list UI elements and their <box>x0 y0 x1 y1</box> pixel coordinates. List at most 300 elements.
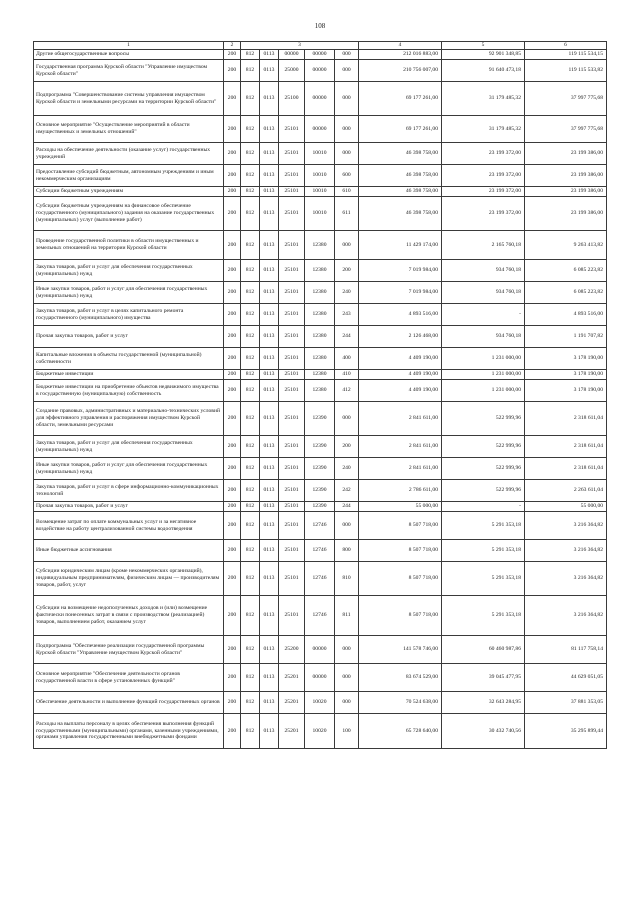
code-vr: 811 <box>335 596 359 636</box>
amount-executed: 1 231 000,00 <box>442 370 525 380</box>
amount-executed: 23 199 372,00 <box>442 143 525 165</box>
code-cs: 25201 <box>279 664 305 692</box>
row-name: Субсидии на возмещение недополученных доходов и (или) возмещение фактически понесенных затрат в связи с производством (реализацией) товаров, выполнением работ, оказанием услуг <box>34 596 224 636</box>
code-cs2: 00000 <box>305 664 335 692</box>
code-cs2: 12390 <box>305 480 335 502</box>
code-ved: 812 <box>241 540 260 562</box>
code-rzpr: 0113 <box>260 636 279 664</box>
code-gr: 200 <box>224 282 241 304</box>
code-cs: 25101 <box>279 260 305 282</box>
table-row <box>34 50 607 60</box>
code-rzpr: 0113 <box>260 380 279 402</box>
code-cs2: 12746 <box>305 512 335 540</box>
amount-total: 2 841 611,00 <box>359 436 442 458</box>
code-ved: 812 <box>241 370 260 380</box>
amount-executed: 30 432 740,56 <box>442 714 525 749</box>
amount-executed: 92 901 348,85 <box>442 50 525 60</box>
code-cs: 25101 <box>279 402 305 436</box>
code-vr: 611 <box>335 197 359 231</box>
amount-total: 4 409 190,00 <box>359 348 442 370</box>
amount-executed: 934 760,18 <box>442 326 525 348</box>
row-name: Закупка товаров, работ и услуг в целях капитального ремонта государственного (муниципального) имущества <box>34 304 224 326</box>
amount-total: 210 756 007,00 <box>359 60 442 82</box>
amount-total: 46 398 758,00 <box>359 165 442 187</box>
code-ved: 812 <box>241 348 260 370</box>
code-gr: 200 <box>224 402 241 436</box>
amount-remaining: 119 115 533,82 <box>525 60 607 82</box>
amount-executed: - <box>442 304 525 326</box>
code-ved: 812 <box>241 165 260 187</box>
code-cs: 25101 <box>279 187 305 197</box>
table-row <box>34 260 607 282</box>
amount-executed: 5 291 353,18 <box>442 540 525 562</box>
amount-remaining: 2 318 611,04 <box>525 402 607 436</box>
amount-total: 2 841 611,00 <box>359 402 442 436</box>
amount-total: 4 409 190,00 <box>359 370 442 380</box>
code-gr: 200 <box>224 436 241 458</box>
code-cs: 25101 <box>279 143 305 165</box>
code-cs2: 12390 <box>305 458 335 480</box>
code-vr: 600 <box>335 165 359 187</box>
amount-remaining: 3 216 364,82 <box>525 596 607 636</box>
table-row <box>34 348 607 370</box>
code-cs: 25100 <box>279 82 305 116</box>
code-rzpr: 0113 <box>260 436 279 458</box>
table-row <box>34 143 607 165</box>
table-row <box>34 562 607 596</box>
row-name: Расходы на обеспечение деятельности (оказание услуг) государственных учреждений <box>34 143 224 165</box>
code-ved: 812 <box>241 636 260 664</box>
code-cs: 25101 <box>279 282 305 304</box>
amount-remaining: 3 216 364,82 <box>525 562 607 596</box>
code-ved: 812 <box>241 458 260 480</box>
code-ved: 812 <box>241 480 260 502</box>
code-rzpr: 0113 <box>260 304 279 326</box>
code-vr: 000 <box>335 512 359 540</box>
code-gr: 200 <box>224 714 241 749</box>
row-name: Прочая закупка товаров, работ и услуг <box>34 502 224 512</box>
code-cs: 25101 <box>279 116 305 143</box>
code-cs2: 10010 <box>305 187 335 197</box>
amount-total: 8 507 718,00 <box>359 562 442 596</box>
code-gr: 200 <box>224 348 241 370</box>
code-cs2: 12380 <box>305 231 335 260</box>
code-rzpr: 0113 <box>260 187 279 197</box>
amount-executed: 1 231 000,00 <box>442 380 525 402</box>
table-row <box>34 664 607 692</box>
row-name: Возмещение затрат по оплате коммунальных услуг и за негативное воздействие на работу централизованной системы водоотведения <box>34 512 224 540</box>
code-rzpr: 0113 <box>260 348 279 370</box>
row-name: Расходы на выплаты персоналу в целях обеспечения выполнения функций государственными (муниципальными) органами, казенными учреждениями, органами управления государственными внебюджетными фондами <box>34 714 224 749</box>
amount-executed: 31 179 485,32 <box>442 116 525 143</box>
row-name: Основное мероприятие "Обеспечение деятельности органов государственной власти в сфере установленных функций" <box>34 664 224 692</box>
row-name: Бюджетные инвестиции на приобретение объектов недвижимого имущества в государственную (муниципальную) собственность <box>34 380 224 402</box>
row-name: Создание правовых, административных и материально-технических условий для эффективного управления и распоряжения имуществом Курской области, земельными ресурсами <box>34 402 224 436</box>
table-row <box>34 187 607 197</box>
code-cs2: 12390 <box>305 502 335 512</box>
code-cs2: 12380 <box>305 304 335 326</box>
header-cell: 5 <box>442 42 525 50</box>
code-cs2: 12746 <box>305 540 335 562</box>
row-name: Другие общегосударственные вопросы <box>34 50 224 60</box>
table-row <box>34 692 607 714</box>
code-rzpr: 0113 <box>260 664 279 692</box>
code-ved: 812 <box>241 197 260 231</box>
amount-remaining: 37 881 353,05 <box>525 692 607 714</box>
amount-remaining: 3 216 364,82 <box>525 540 607 562</box>
code-rzpr: 0113 <box>260 512 279 540</box>
code-gr: 200 <box>224 562 241 596</box>
code-vr: 000 <box>335 50 359 60</box>
code-rzpr: 0113 <box>260 82 279 116</box>
row-name: Подпрограмма "Обеспечение реализации государственной программы Курской области "Управление имуществом Курской области" <box>34 636 224 664</box>
code-gr: 200 <box>224 82 241 116</box>
code-rzpr: 0113 <box>260 60 279 82</box>
code-gr: 200 <box>224 260 241 282</box>
amount-remaining: 2 263 611,04 <box>525 480 607 502</box>
row-name: Иные бюджетные ассигнования <box>34 540 224 562</box>
amount-executed: - <box>442 502 525 512</box>
code-vr: 000 <box>335 692 359 714</box>
code-cs2: 00000 <box>305 636 335 664</box>
table-row <box>34 370 607 380</box>
code-gr: 200 <box>224 512 241 540</box>
amount-executed: 23 199 372,00 <box>442 197 525 231</box>
code-ved: 812 <box>241 380 260 402</box>
table-row <box>34 82 607 116</box>
table-row <box>34 458 607 480</box>
code-vr: 000 <box>335 143 359 165</box>
code-gr: 200 <box>224 116 241 143</box>
row-name: Основное мероприятие "Осуществление мероприятий в области имущественных и земельных отношений" <box>34 116 224 143</box>
code-rzpr: 0113 <box>260 714 279 749</box>
code-gr: 200 <box>224 231 241 260</box>
amount-executed: 522 999,96 <box>442 436 525 458</box>
amount-total: 8 507 718,00 <box>359 512 442 540</box>
code-gr: 200 <box>224 664 241 692</box>
code-gr: 200 <box>224 636 241 664</box>
amount-remaining: 3 178 190,00 <box>525 348 607 370</box>
code-vr: 000 <box>335 60 359 82</box>
code-vr: 100 <box>335 714 359 749</box>
code-cs: 25101 <box>279 540 305 562</box>
row-name: Иные закупки товаров, работ и услуг для обеспечения государственных (муниципальных) нужд <box>34 458 224 480</box>
code-vr: 810 <box>335 562 359 596</box>
amount-total: 70 524 638,00 <box>359 692 442 714</box>
amount-remaining: 37 997 775,68 <box>525 82 607 116</box>
amount-executed: 23 199 372,00 <box>442 165 525 187</box>
code-ved: 812 <box>241 714 260 749</box>
row-name: Закупка товаров, работ и услуг для обеспечения государственных (муниципальных) нужд <box>34 260 224 282</box>
table-row <box>34 502 607 512</box>
table-row <box>34 596 607 636</box>
code-cs2: 12380 <box>305 260 335 282</box>
code-ved: 812 <box>241 187 260 197</box>
amount-total: 46 398 758,00 <box>359 197 442 231</box>
amount-total: 141 578 746,00 <box>359 636 442 664</box>
code-cs: 25101 <box>279 436 305 458</box>
code-rzpr: 0113 <box>260 165 279 187</box>
budget-table <box>33 41 607 749</box>
code-vr: 244 <box>335 326 359 348</box>
row-name: Государственная программа Курской области "Управление имуществом Курской области" <box>34 60 224 82</box>
amount-remaining: 2 318 611,04 <box>525 458 607 480</box>
code-rzpr: 0113 <box>260 260 279 282</box>
amount-remaining: 6 085 223,82 <box>525 260 607 282</box>
amount-executed: 23 199 372,00 <box>442 187 525 197</box>
amount-executed: 5 291 353,18 <box>442 562 525 596</box>
amount-total: 212 016 883,00 <box>359 50 442 60</box>
code-cs2: 10020 <box>305 714 335 749</box>
code-rzpr: 0113 <box>260 502 279 512</box>
code-vr: 000 <box>335 116 359 143</box>
amount-remaining: 37 997 775,68 <box>525 116 607 143</box>
amount-remaining: 1 191 707,82 <box>525 326 607 348</box>
header-cell: 3 <box>241 42 359 50</box>
code-ved: 812 <box>241 664 260 692</box>
amount-total: 83 674 529,00 <box>359 664 442 692</box>
code-gr: 200 <box>224 480 241 502</box>
code-rzpr: 0113 <box>260 480 279 502</box>
code-gr: 200 <box>224 197 241 231</box>
row-name: Субсидии бюджетным учреждениям на финансовое обеспечение государственного (муниципального) задания на оказание государственных (муниципальных) услуг (выполнение работ) <box>34 197 224 231</box>
code-rzpr: 0113 <box>260 197 279 231</box>
amount-executed: 60 460 987,86 <box>442 636 525 664</box>
code-vr: 412 <box>335 380 359 402</box>
amount-remaining: 6 085 223,82 <box>525 282 607 304</box>
code-vr: 200 <box>335 436 359 458</box>
amount-remaining: 23 199 386,00 <box>525 165 607 187</box>
code-cs: 25101 <box>279 370 305 380</box>
row-name: Капитальные вложения в объекты государственной (муниципальной) собственности <box>34 348 224 370</box>
table-row <box>34 165 607 187</box>
amount-total: 8 507 718,00 <box>359 540 442 562</box>
code-cs2: 12390 <box>305 436 335 458</box>
code-rzpr: 0113 <box>260 562 279 596</box>
amount-total: 4 409 190,00 <box>359 380 442 402</box>
header-cell: 2 <box>224 42 241 50</box>
code-cs: 25101 <box>279 596 305 636</box>
amount-total: 2 841 611,00 <box>359 458 442 480</box>
table-row <box>34 282 607 304</box>
code-cs2: 12380 <box>305 380 335 402</box>
amount-remaining: 3 178 190,00 <box>525 380 607 402</box>
amount-total: 55 000,00 <box>359 502 442 512</box>
row-name: Предоставление субсидий бюджетным, автономным учреждениям и иным некоммерческим организациям <box>34 165 224 187</box>
code-vr: 240 <box>335 282 359 304</box>
header-row <box>34 42 607 50</box>
table-row <box>34 304 607 326</box>
code-cs: 25101 <box>279 512 305 540</box>
amount-remaining: 23 199 386,00 <box>525 187 607 197</box>
amount-executed: 39 045 477,95 <box>442 664 525 692</box>
code-ved: 812 <box>241 50 260 60</box>
amount-executed: 5 291 353,18 <box>442 512 525 540</box>
code-ved: 812 <box>241 436 260 458</box>
code-ved: 812 <box>241 282 260 304</box>
code-rzpr: 0113 <box>260 402 279 436</box>
code-cs2: 10010 <box>305 165 335 187</box>
amount-remaining: 35 295 899,44 <box>525 714 607 749</box>
amount-executed: 31 179 485,32 <box>442 82 525 116</box>
amount-total: 46 398 758,00 <box>359 143 442 165</box>
code-cs2: 12380 <box>305 282 335 304</box>
code-vr: 410 <box>335 370 359 380</box>
code-gr: 200 <box>224 60 241 82</box>
table-row <box>34 380 607 402</box>
table-row <box>34 540 607 562</box>
code-gr: 200 <box>224 143 241 165</box>
code-gr: 200 <box>224 540 241 562</box>
code-rzpr: 0113 <box>260 50 279 60</box>
code-ved: 812 <box>241 562 260 596</box>
amount-total: 8 507 718,00 <box>359 596 442 636</box>
amount-remaining: 81 117 758,14 <box>525 636 607 664</box>
code-cs2: 12746 <box>305 562 335 596</box>
amount-total: 11 429 174,00 <box>359 231 442 260</box>
amount-remaining: 3 178 190,00 <box>525 370 607 380</box>
code-cs: 25101 <box>279 231 305 260</box>
amount-executed: 91 640 473,18 <box>442 60 525 82</box>
row-name: Закупка товаров, работ и услуг для обеспечения государственных (муниципальных) нужд <box>34 436 224 458</box>
code-cs: 25101 <box>279 562 305 596</box>
code-cs: 25101 <box>279 197 305 231</box>
amount-remaining: 2 318 611,04 <box>525 436 607 458</box>
header-cell: 1 <box>34 42 224 50</box>
table-row <box>34 714 607 749</box>
code-cs: 25201 <box>279 714 305 749</box>
amount-remaining: 3 216 364,82 <box>525 512 607 540</box>
amount-executed: 522 999,96 <box>442 458 525 480</box>
amount-remaining: 119 115 534,15 <box>525 50 607 60</box>
amount-executed: 2 165 760,18 <box>442 231 525 260</box>
amount-executed: 1 231 000,00 <box>442 348 525 370</box>
amount-executed: 522 999,96 <box>442 480 525 502</box>
row-name: Обеспечение деятельности и выполнение функций государственных органов <box>34 692 224 714</box>
code-ved: 812 <box>241 502 260 512</box>
code-vr: 610 <box>335 187 359 197</box>
code-ved: 812 <box>241 304 260 326</box>
code-vr: 243 <box>335 304 359 326</box>
row-name: Иные закупки товаров, работ и услуг для обеспечения государственных (муниципальных) нужд <box>34 282 224 304</box>
table-row <box>34 512 607 540</box>
code-vr: 200 <box>335 260 359 282</box>
amount-remaining: 4 893 516,00 <box>525 304 607 326</box>
code-ved: 812 <box>241 260 260 282</box>
row-name: Проведение государственной политики в области имущественных и земельных отношений на территории Курской области <box>34 231 224 260</box>
amount-total: 7 019 984,00 <box>359 260 442 282</box>
code-cs: 25101 <box>279 348 305 370</box>
code-ved: 812 <box>241 231 260 260</box>
table-row <box>34 480 607 502</box>
code-gr: 200 <box>224 458 241 480</box>
code-cs2: 00000 <box>305 116 335 143</box>
row-name: Подпрограмма "Совершенствование системы управления имуществом Курской области и земельными ресурсами на территории Курской области" <box>34 82 224 116</box>
header-cell: 6 <box>525 42 607 50</box>
row-name: Прочая закупка товаров, работ и услуг <box>34 326 224 348</box>
code-rzpr: 0113 <box>260 540 279 562</box>
code-rzpr: 0113 <box>260 143 279 165</box>
code-ved: 812 <box>241 60 260 82</box>
code-cs2: 10020 <box>305 692 335 714</box>
table-row <box>34 402 607 436</box>
amount-total: 2 786 611,00 <box>359 480 442 502</box>
amount-remaining: 23 199 386,00 <box>525 143 607 165</box>
code-cs2: 00000 <box>305 82 335 116</box>
code-cs2: 12380 <box>305 348 335 370</box>
code-rzpr: 0113 <box>260 282 279 304</box>
table-row <box>34 116 607 143</box>
header-cell: 4 <box>359 42 442 50</box>
amount-total: 4 893 516,00 <box>359 304 442 326</box>
code-gr: 200 <box>224 165 241 187</box>
code-gr: 200 <box>224 380 241 402</box>
code-gr: 200 <box>224 304 241 326</box>
code-ved: 812 <box>241 692 260 714</box>
code-rzpr: 0113 <box>260 458 279 480</box>
code-cs: 00000 <box>279 50 305 60</box>
code-cs: 25201 <box>279 692 305 714</box>
table-row <box>34 326 607 348</box>
amount-executed: 934 760,18 <box>442 260 525 282</box>
code-cs2: 10010 <box>305 197 335 231</box>
amount-remaining: 9 263 413,82 <box>525 231 607 260</box>
code-cs: 25101 <box>279 304 305 326</box>
code-gr: 200 <box>224 50 241 60</box>
code-vr: 000 <box>335 636 359 664</box>
amount-total: 7 019 984,00 <box>359 282 442 304</box>
code-cs: 25101 <box>279 502 305 512</box>
table-row <box>34 436 607 458</box>
code-rzpr: 0113 <box>260 116 279 143</box>
code-cs: 25200 <box>279 636 305 664</box>
code-vr: 240 <box>335 458 359 480</box>
code-rzpr: 0113 <box>260 231 279 260</box>
code-cs2: 10010 <box>305 143 335 165</box>
code-vr: 244 <box>335 502 359 512</box>
code-vr: 000 <box>335 664 359 692</box>
amount-total: 2 126 468,00 <box>359 326 442 348</box>
code-vr: 000 <box>335 231 359 260</box>
row-name: Субсидии бюджетным учреждениям <box>34 187 224 197</box>
amount-total: 65 728 640,00 <box>359 714 442 749</box>
code-rzpr: 0113 <box>260 370 279 380</box>
row-name: Субсидии юридическим лицам (кроме некоммерческих организаций), индивидуальным предпринимателям, физическим лицам — производителям товаров, работ, услуг <box>34 562 224 596</box>
code-cs: 25101 <box>279 458 305 480</box>
code-vr: 800 <box>335 540 359 562</box>
row-name: Закупка товаров, работ и услуг в сфере информационно-коммуникационных технологий <box>34 480 224 502</box>
amount-total: 69 177 261,00 <box>359 82 442 116</box>
page-number: 108 <box>314 22 326 30</box>
code-cs2: 12380 <box>305 370 335 380</box>
code-cs: 25101 <box>279 326 305 348</box>
code-vr: 242 <box>335 480 359 502</box>
code-cs: 25101 <box>279 380 305 402</box>
amount-total: 69 177 261,00 <box>359 116 442 143</box>
amount-remaining: 23 199 386,00 <box>525 197 607 231</box>
code-cs: 25000 <box>279 60 305 82</box>
code-cs: 25101 <box>279 165 305 187</box>
code-vr: 400 <box>335 348 359 370</box>
code-ved: 812 <box>241 596 260 636</box>
amount-remaining: 55 000,00 <box>525 502 607 512</box>
code-gr: 200 <box>224 692 241 714</box>
code-gr: 200 <box>224 502 241 512</box>
code-cs2: 00000 <box>305 60 335 82</box>
amount-executed: 934 760,18 <box>442 282 525 304</box>
amount-total: 46 398 758,00 <box>359 187 442 197</box>
amount-executed: 522 999,96 <box>442 402 525 436</box>
